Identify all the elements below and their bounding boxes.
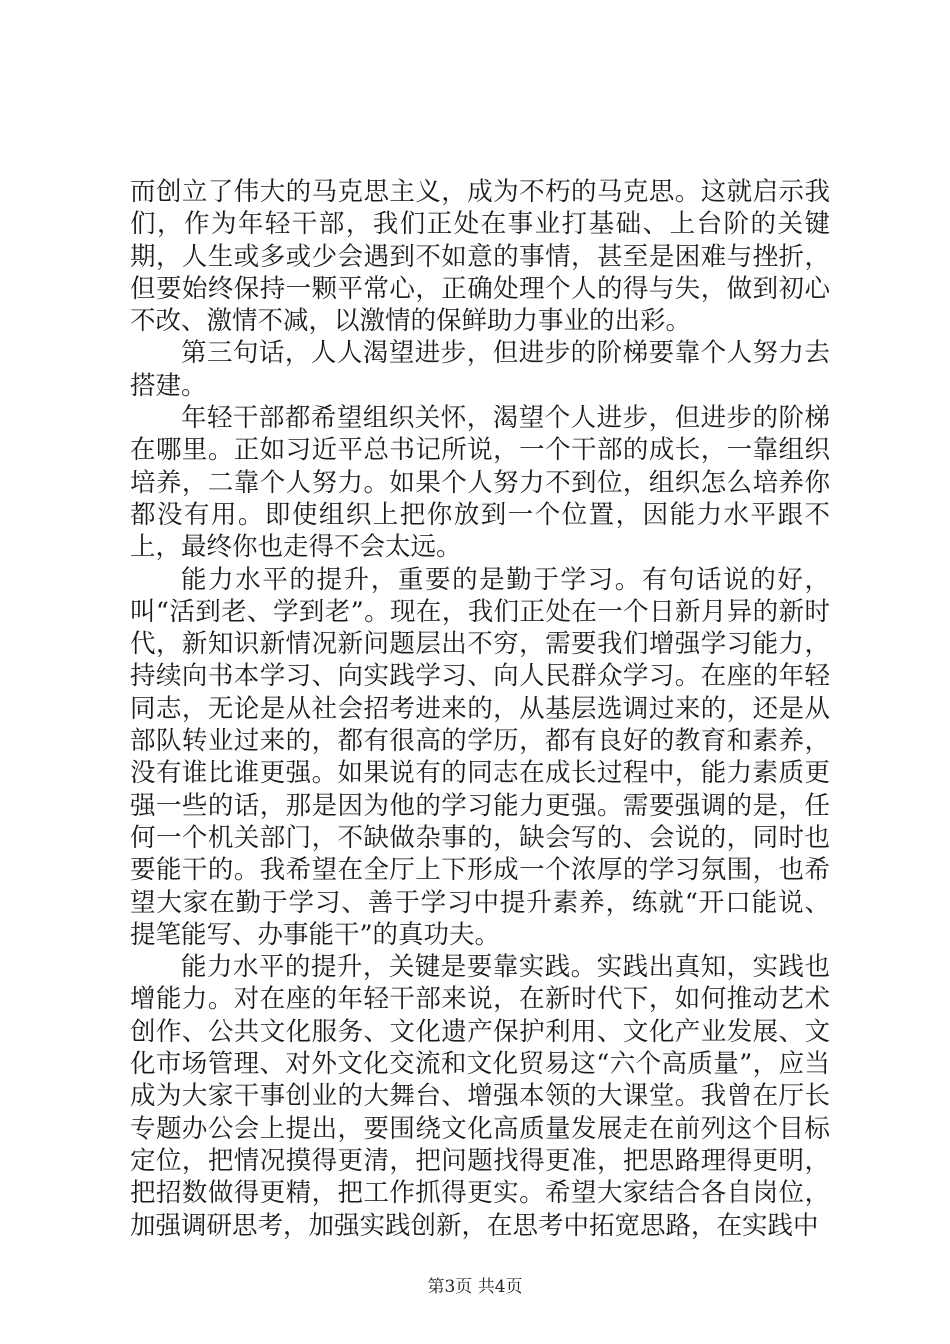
paragraph-2: 第三句话，人人渴望进步，但进步的阶梯要靠个人努力去搭建。 bbox=[130, 338, 830, 401]
paragraph-5: 能力水平的提升，关键是要靠实践。实践出真知，实践也增能力。对在座的年轻干部来说，在新时代下，如何推动艺术创作、公共文化服务、文化遗产保护利用、文化产业发展、文化市场管理、对外文化交流和文化贸易这“六个高质量”，应当成为大家干事创业的大舞台、增强本领的大课堂。我曾在厅长专题办公会上提出，要围绕文化高质量发展走在前列这个目标定位，把情况摸得更清，把问题找得更准，把思路理得更明，把招数做得更精，把工作抓得更实。希望大家结合各自岗位，加强调研思考，加强实践创新，在思考中拓宽思路，在实践中 bbox=[130, 952, 830, 1241]
page-number-footer: 第3页 共4页 bbox=[427, 1277, 523, 1297]
paragraph-4: 能力水平的提升，重要的是勤于学习。有句话说的好，叫“活到老、学到老”。现在，我们正处在一个日新月异的新时代，新知识新情况新问题层出不穷，需要我们增强学习能力，持续向书本学习、向实践学习、向人民群众学习。在座的年轻同志，无论是从社会招考进来的，从基层选调过来的，还是从部队转业过来的，都有很高的学历，都有良好的教育和素养，没有谁比谁更强。如果说有的同志在成长过程中，能力素质更强一些的话，那是因为他的学习能力更强。需要强调的是，任何一个机关部门，不缺做杂事的，缺会写的、会说的，同时也要能干的。我希望在全厅上下形成一个浓厚的学习氛围，也希望大家在勤于学习、善于学习中提升素养，练就“开口能说、提笔能写、办事能干”的真功夫。 bbox=[130, 564, 830, 950]
paragraph-3: 年轻干部都希望组织关怀，渴望个人进步，但进步的阶梯在哪里。正如习近平总书记所说，一个干部的成长，一靠组织培养，二靠个人努力。如果个人努力不到位，组织怎么培养你都没有用。即使组织上把你放到一个位置，因能力水平跟不上，最终你也走得不会太远。 bbox=[130, 403, 830, 563]
paragraph-1: 而创立了伟大的马克思主义，成为不朽的马克思。这就启示我们，作为年轻干部，我们正处在事业打基础、上台阶的关键期，人生或多或少会遇到不如意的事情，甚至是困难与挫折，但要始终保持一颗平常心，正确处理个人的得与失，做到初心不改、激情不减，以激情的保鲜助力事业的出彩。 bbox=[130, 177, 830, 337]
document-body bbox=[130, 176, 830, 1242]
